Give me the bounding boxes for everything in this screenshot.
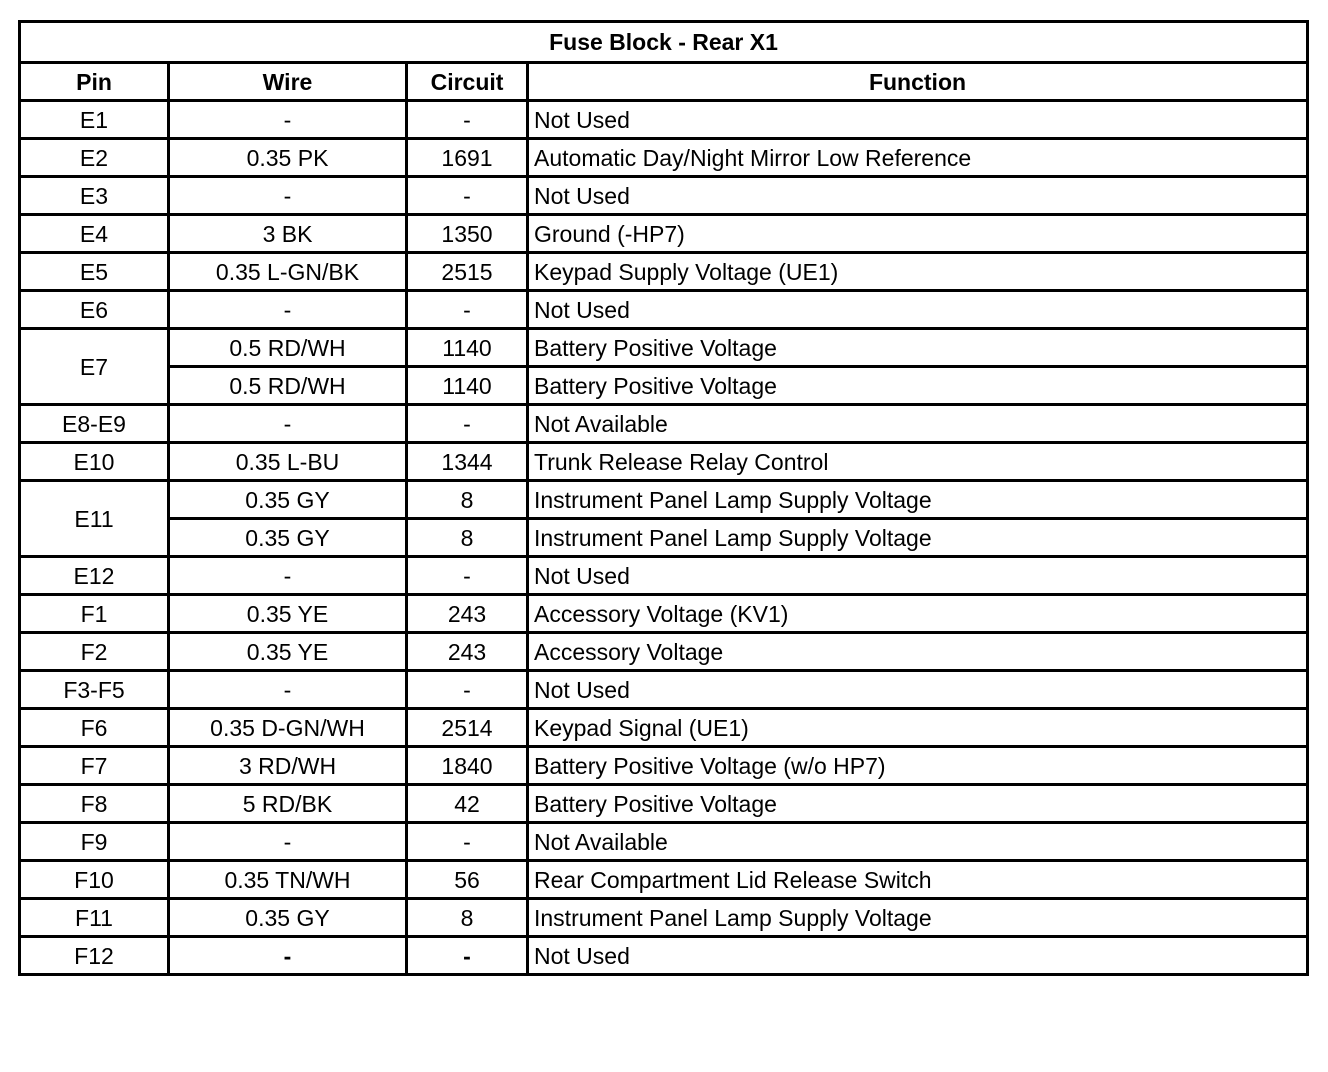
function-cell: Not Used <box>528 557 1308 595</box>
function-cell: Instrument Panel Lamp Supply Voltage <box>528 899 1308 937</box>
pin-cell: E5 <box>20 253 169 291</box>
pin-cell: F2 <box>20 633 169 671</box>
circuit-cell: 2514 <box>407 709 528 747</box>
table-row <box>20 329 1308 367</box>
circuit-cell: 56 <box>407 861 528 899</box>
function-cell: Keypad Supply Voltage (UE1) <box>528 253 1308 291</box>
function-cell: Automatic Day/Night Mirror Low Reference <box>528 139 1308 177</box>
function-cell: Battery Positive Voltage <box>528 785 1308 823</box>
fuse-block-table <box>18 20 1309 976</box>
pin-cell: F1 <box>20 595 169 633</box>
circuit-cell: 1344 <box>407 443 528 481</box>
function-cell: Accessory Voltage (KV1) <box>528 595 1308 633</box>
wire-cell: - <box>169 177 407 215</box>
wire-cell: 0.35 GY <box>169 899 407 937</box>
function-cell: Not Used <box>528 291 1308 329</box>
header-circuit: Circuit <box>407 63 528 101</box>
pin-cell: E4 <box>20 215 169 253</box>
wire-cell: 0.35 YE <box>169 595 407 633</box>
wire-cell: - <box>169 291 407 329</box>
table-row <box>20 253 1308 291</box>
table-row <box>20 937 1308 975</box>
circuit-cell: 42 <box>407 785 528 823</box>
circuit-cell: 243 <box>407 595 528 633</box>
table-row <box>20 709 1308 747</box>
wire-cell: 0.35 PK <box>169 139 407 177</box>
table-row <box>20 823 1308 861</box>
wire-cell: 0.35 TN/WH <box>169 861 407 899</box>
circuit-cell: 1840 <box>407 747 528 785</box>
pin-cell: E11 <box>20 481 169 557</box>
wire-cell: - <box>169 823 407 861</box>
circuit-cell: 8 <box>407 519 528 557</box>
pin-cell: F7 <box>20 747 169 785</box>
circuit-cell: 8 <box>407 481 528 519</box>
table-row <box>20 595 1308 633</box>
wire-cell: 3 RD/WH <box>169 747 407 785</box>
wire-cell: 0.35 L-BU <box>169 443 407 481</box>
pin-cell: E6 <box>20 291 169 329</box>
table-row <box>20 481 1308 519</box>
wire-cell: - <box>169 671 407 709</box>
table-row <box>20 557 1308 595</box>
wire-cell: 0.35 D-GN/WH <box>169 709 407 747</box>
table-row <box>20 633 1308 671</box>
table-row <box>20 215 1308 253</box>
wire-cell: - <box>169 937 407 975</box>
pin-cell: F12 <box>20 937 169 975</box>
wire-cell: 5 RD/BK <box>169 785 407 823</box>
function-cell: Accessory Voltage <box>528 633 1308 671</box>
function-cell: Battery Positive Voltage <box>528 367 1308 405</box>
pin-cell: F6 <box>20 709 169 747</box>
table-row <box>20 747 1308 785</box>
wire-cell: 0.5 RD/WH <box>169 367 407 405</box>
table-row <box>20 101 1308 139</box>
table-row <box>20 139 1308 177</box>
table-row <box>20 861 1308 899</box>
circuit-cell: - <box>407 937 528 975</box>
circuit-cell: - <box>407 557 528 595</box>
wire-cell: - <box>169 405 407 443</box>
circuit-cell: 1691 <box>407 139 528 177</box>
pin-cell: F10 <box>20 861 169 899</box>
wire-cell: 0.35 YE <box>169 633 407 671</box>
circuit-cell: 2515 <box>407 253 528 291</box>
function-cell: Not Available <box>528 823 1308 861</box>
table-row <box>20 443 1308 481</box>
pin-cell: F11 <box>20 899 169 937</box>
function-cell: Ground (-HP7) <box>528 215 1308 253</box>
wire-cell: 3 BK <box>169 215 407 253</box>
function-cell: Not Used <box>528 671 1308 709</box>
circuit-cell: - <box>407 405 528 443</box>
pin-cell: E10 <box>20 443 169 481</box>
table-row <box>20 785 1308 823</box>
pin-cell: F9 <box>20 823 169 861</box>
table-row <box>20 177 1308 215</box>
function-cell: Battery Positive Voltage (w/o HP7) <box>528 747 1308 785</box>
header-function: Function <box>528 63 1308 101</box>
function-cell: Instrument Panel Lamp Supply Voltage <box>528 519 1308 557</box>
pin-cell: E3 <box>20 177 169 215</box>
wire-cell: - <box>169 557 407 595</box>
table-row <box>20 291 1308 329</box>
pin-cell: E12 <box>20 557 169 595</box>
circuit-cell: 1140 <box>407 329 528 367</box>
wire-cell: 0.5 RD/WH <box>169 329 407 367</box>
function-cell: Battery Positive Voltage <box>528 329 1308 367</box>
pin-cell: F3-F5 <box>20 671 169 709</box>
circuit-cell: 1140 <box>407 367 528 405</box>
header-wire: Wire <box>169 63 407 101</box>
table-title: Fuse Block - Rear X1 <box>20 22 1308 63</box>
table-row <box>20 367 1308 405</box>
circuit-cell: 1350 <box>407 215 528 253</box>
header-row <box>20 63 1308 101</box>
circuit-cell: 8 <box>407 899 528 937</box>
table-row <box>20 519 1308 557</box>
function-cell: Not Available <box>528 405 1308 443</box>
header-pin: Pin <box>20 63 169 101</box>
function-cell: Rear Compartment Lid Release Switch <box>528 861 1308 899</box>
table-row <box>20 899 1308 937</box>
circuit-cell: - <box>407 823 528 861</box>
circuit-cell: - <box>407 177 528 215</box>
function-cell: Not Used <box>528 101 1308 139</box>
title-row <box>20 22 1308 63</box>
wire-cell: 0.35 GY <box>169 519 407 557</box>
circuit-cell: - <box>407 671 528 709</box>
table-row <box>20 671 1308 709</box>
pin-cell: E8-E9 <box>20 405 169 443</box>
circuit-cell: 243 <box>407 633 528 671</box>
wire-cell: 0.35 GY <box>169 481 407 519</box>
table-row <box>20 405 1308 443</box>
circuit-cell: - <box>407 101 528 139</box>
wire-cell: 0.35 L-GN/BK <box>169 253 407 291</box>
function-cell: Keypad Signal (UE1) <box>528 709 1308 747</box>
circuit-cell: - <box>407 291 528 329</box>
function-cell: Trunk Release Relay Control <box>528 443 1308 481</box>
wire-cell: - <box>169 101 407 139</box>
function-cell: Not Used <box>528 937 1308 975</box>
pin-cell: E7 <box>20 329 169 405</box>
pin-cell: E2 <box>20 139 169 177</box>
pin-cell: E1 <box>20 101 169 139</box>
function-cell: Instrument Panel Lamp Supply Voltage <box>528 481 1308 519</box>
function-cell: Not Used <box>528 177 1308 215</box>
pin-cell: F8 <box>20 785 169 823</box>
